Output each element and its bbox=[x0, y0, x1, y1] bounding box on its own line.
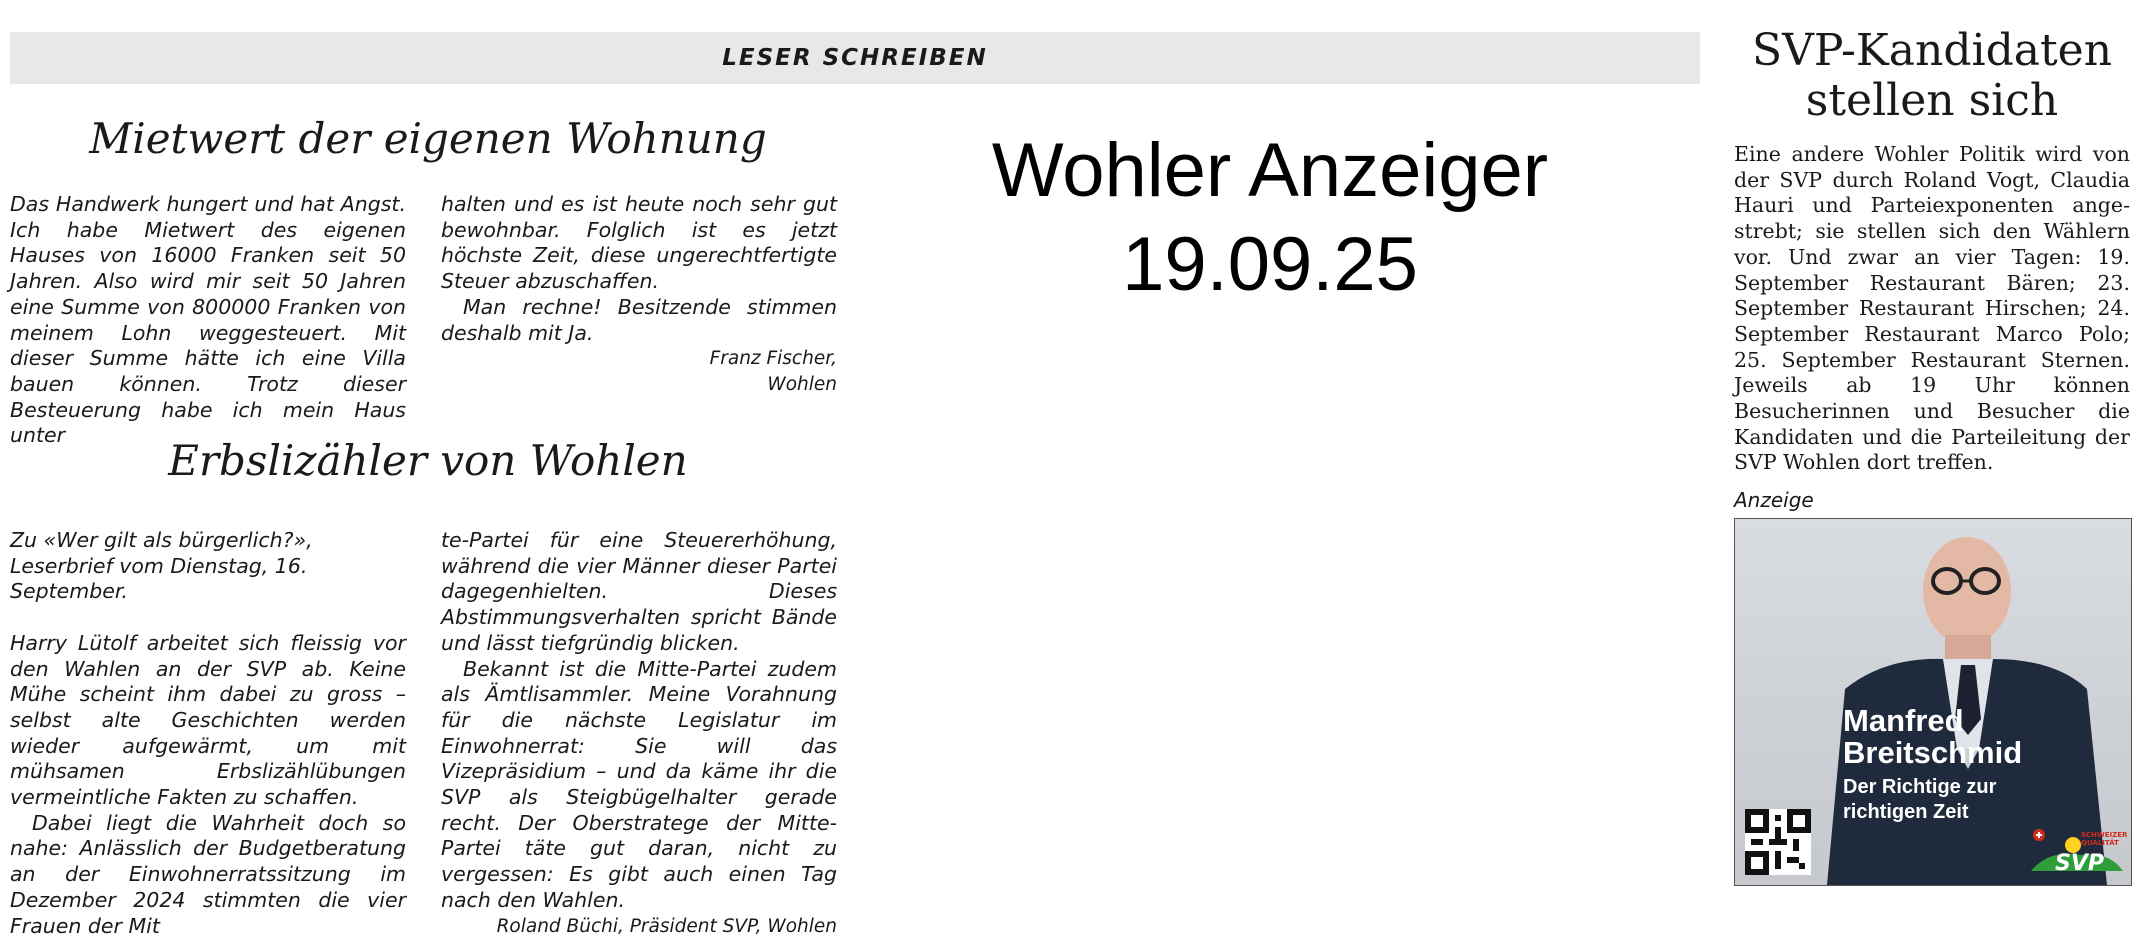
candidate-name bbox=[1843, 705, 2022, 769]
letter1-signature-place: Wohlen bbox=[767, 373, 837, 395]
svp-tagline: SCHWEIZER QUALITÄT bbox=[2081, 831, 2128, 847]
publication-date: 19.09.25 bbox=[1122, 222, 1418, 307]
publication-name: Wohler Anzeiger bbox=[991, 128, 1549, 213]
section-title: LESER SCHREIBEN bbox=[722, 45, 988, 71]
ad-label: Anzeige bbox=[1734, 488, 1814, 512]
letter1-paragraph: Man rechne! Besitzende stimmen deshalb mit Ja. bbox=[441, 294, 837, 345]
letter2-reference: Zu «Wer gilt als bürgerlich?», Leserbrief vom Dienstag, 16. September. bbox=[10, 528, 313, 604]
letter1-column-2 bbox=[441, 192, 837, 398]
letter2-column-1 bbox=[10, 528, 406, 939]
ad-slogan-line: Der Richtige zur bbox=[1843, 776, 1997, 798]
qr-code-icon[interactable] bbox=[1745, 809, 1811, 875]
letter2-paragraph: Dabei liegt die Wahrheit doch so nahe: Anlässlich der Budgetberatung an der Einwohnerratssitzung im Dezember 2024 stimmten die vier Frauen der Mit bbox=[10, 810, 406, 938]
letter2-column-2 bbox=[441, 528, 837, 939]
letter2-paragraph: te-Partei für eine Steuererhöhung, während die vier Männer dieser Partei dagegenhielten. Dieses Abstimmungsverhalten spricht Bände und lässt tiefgründig blicken. bbox=[441, 528, 837, 655]
sidebar-title: SVP-Kandidaten stellen sich bbox=[1751, 25, 2113, 126]
sidebar-body: Eine andere Wohler Politik wird von der SVP durch Roland Vogt, Claudia Hauri und Parteiexponenten angestrebt; sie stellen sich den Wählern vor. Und zwar an vier Tagen: 19. September Restaurant Bären; 23. September Restaurant Hirschen; 24. September Restaurant Marco Polo; 25. September Restaurant Sternen. Jeweils ab 19 Uhr können Besucherinnen und Besucher die Kandidaten und die Parteileitung der SVP Wohlen dort treffen. bbox=[1734, 142, 2130, 475]
candidate-last-name: Breitschmid bbox=[1843, 735, 2023, 770]
ad-slogan bbox=[1843, 775, 1996, 825]
ad-slogan-line: richtigen Zeit bbox=[1843, 801, 1969, 823]
letter1-paragraph: Das Handwerk hungert und hat Angst. Ich habe Mietwert des eigenen Hauses von 16000 Franken seit 50 Jahren. Also wird mir seit 50 Jahren eine Summe von 800000 Franken von meinem Lohn weggesteuert. Mit dieser Summe hätte ich eine Villa bauen können. Trotz dieser Besteuerung habe ich mein Haus unter bbox=[10, 192, 406, 448]
ad-banner[interactable] bbox=[1734, 518, 2132, 886]
letter1-headline: Mietwert der eigenen Wohnung bbox=[89, 114, 767, 163]
svp-logo bbox=[2029, 827, 2128, 879]
letter2-headline: Erbslizähler von Wohlen bbox=[168, 436, 688, 485]
svp-logo-text: SVP bbox=[2055, 851, 2104, 876]
letter2-signature: Roland Büchi, Präsident SVP, Wohlen bbox=[496, 915, 837, 937]
letter2-paragraph: Harry Lütolf arbeitet sich fleissig vor den Wahlen an der SVP ab. Keine Mühe scheint ihm dabei zu gross – selbst alte Geschichten werden wieder aufgewärmt, um mit mühsamen Erbslizählübungen vermeintliche Fakten zu schaffen. bbox=[10, 630, 406, 810]
candidate-first-name: Manfred bbox=[1843, 703, 1964, 738]
letter1-paragraph: halten und es ist heute noch sehr gut bewohnbar. Folglich ist es jetzt höchste Zeit, diese ungerechtfertigte Steuer abzuschaffen. bbox=[441, 192, 837, 294]
letter1-column-1 bbox=[10, 192, 406, 449]
letter1-signature-name: Franz Fischer, bbox=[709, 348, 837, 370]
publication-stamp bbox=[930, 124, 1610, 312]
section-header bbox=[10, 32, 1700, 84]
letter2-paragraph: Bekannt ist die Mitte-Partei zudem als Ämtlisammler. Meine Vorahnung für die nächste Legislatur im Einwohnerrat: Sie will das Vizepräsidium – und da käme ihr die SVP als Steigbügelhalter gerade recht. Der Oberstratege der Mitte-Partei täte gut daran, nicht zu vergessen: Es gibt auch einen Tag nach den Wahlen. bbox=[441, 656, 837, 912]
